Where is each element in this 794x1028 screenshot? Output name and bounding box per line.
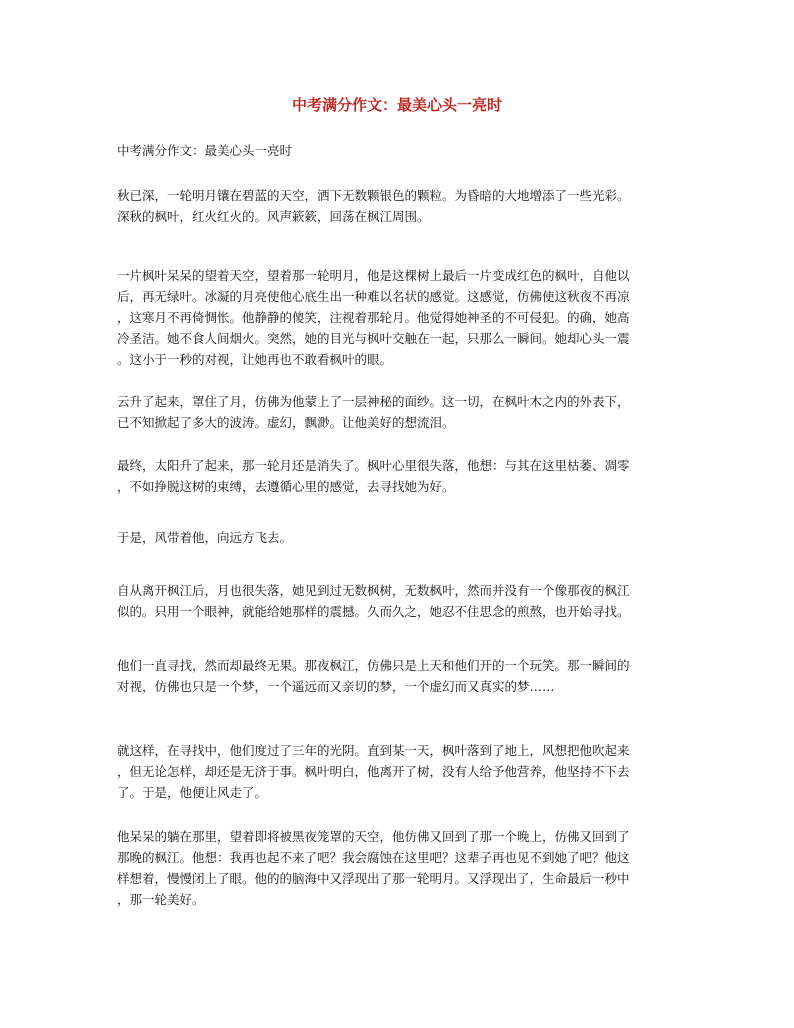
paragraph-line: 。这小于一秒的对视，让她再也不敢看枫叶的眼。 [117, 352, 393, 367]
paragraph-line: 样想着，慢慢闭上了眼。他的的脑海中又浮现出了那一轮明月。又浮现出了，生命最后一秒中 [117, 871, 630, 886]
paragraph-line: 自从离开枫江后，月也很失落，她见到过无数枫树，无数枫叶，然而并没有一个像那夜的枫江 [117, 583, 630, 598]
paragraph-line: 就这样，在寻找中，他们度过了三年的光阴。直到某一天，枫叶落到了地上，风想把他吹起来 [117, 743, 630, 758]
paragraph-line: ，这寒月不再倚惆怅。他静静的傻笑，注视着那轮月。他觉得她神圣的不可侵犯。的确，她高 [117, 310, 630, 325]
paragraph-line: 了。于是，他便让风走了。 [117, 785, 268, 800]
paragraph [117, 527, 697, 548]
paragraph-line: 那晚的枫江。他想：我再也起不来了吧？我会腐蚀在这里吧？这辈子再也见不到她了吧？他这 [117, 850, 630, 865]
paragraph-line: 秋已深，一轮明月镶在碧蓝的天空，洒下无数颗银色的颗粒。为昏暗的大地增添了一些光彩。 [117, 188, 630, 203]
document-subtitle: 中考满分作文：最美心头一亮时 [117, 143, 293, 158]
paragraph-line: ，那一轮美好。 [117, 892, 205, 907]
paragraph-line: 已不知掀起了多大的波涛。虚幻，飘渺。让他美好的想流泪。 [117, 415, 455, 430]
paragraph-line: 于是，风带着他，向远方飞去。 [117, 530, 293, 545]
paragraph-line: 后，再无绿叶。冰凝的月亮使他心底生出一种难以名状的感觉。这感觉，仿佛使这秋夜不再凉 [117, 289, 630, 304]
paragraph-line: ，不如挣脱这树的束缚，去遵循心里的感觉，去寻找她为好。 [117, 479, 455, 494]
paragraph [117, 265, 697, 370]
paragraph-line: 云升了起来，罩住了月，仿佛为他蒙上了一层神秘的面纱。这一切，在枫叶木之内的外表下， [117, 394, 630, 409]
paragraph [117, 655, 697, 697]
paragraph-line: 对视，仿佛也只是一个梦，一个遥远而又亲切的梦，一个虚幻而又真实的梦…… [117, 679, 555, 694]
paragraph-line: 冷圣洁。她不食人间烟火。突然，她的目光与枫叶交触在一起，只那么一瞬间。她却心头一震 [117, 331, 630, 346]
paragraph-line: 最终，太阳升了起来，那一轮月还是消失了。枫叶心里很失落，他想：与其在这里枯萎、凋零 [117, 458, 630, 473]
paragraph-line: 深秋的枫叶，红火红火的。风声簌簌，回荡在枫江周围。 [117, 209, 430, 224]
paragraph-line: 他呆呆的躺在那里，望着即将被黑夜笼罩的天空，他仿佛又回到了那一个晚上，仿佛又回到了 [117, 829, 630, 844]
paragraph [117, 826, 697, 910]
paragraph [117, 580, 697, 622]
paragraph-line: 一片枫叶呆呆的望着天空，望着那一轮明月，他是这棵树上最后一片变成红色的枫叶，自他以 [117, 268, 630, 283]
document-title: 中考满分作文：最美心头一亮时 [291, 96, 502, 114]
paragraph-line: ，但无论怎样，却还是无济于事。枫叶明白，他离开了树，没有人给予他营养，他坚持不下去 [117, 764, 630, 779]
paragraph-line: 似的。只用一个眼神，就能给她那样的震撼。久而久之，她忍不住思念的煎熬，也开始寻找。 [117, 604, 630, 619]
paragraph-line: 他们一直寻找，然而却最终无果。那夜枫江，仿佛只是上天和他们开的一个玩笑。那一瞬间的 [117, 658, 630, 673]
paragraph [117, 455, 697, 497]
paragraph [117, 185, 697, 227]
paragraph [117, 740, 697, 803]
paragraph [117, 391, 697, 433]
